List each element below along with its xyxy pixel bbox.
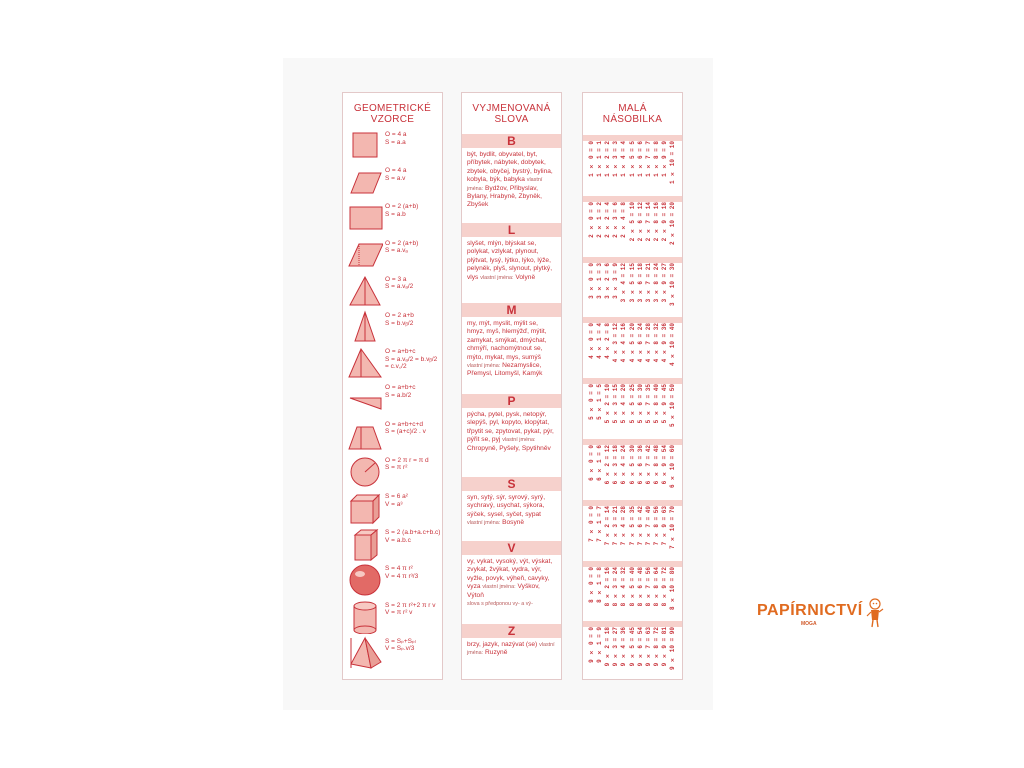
times-line: 7 × 1 = 7 — [596, 505, 604, 542]
times-line: 3 × 6 = 18 — [636, 262, 644, 302]
proper-names: Bydžov, Přibyslav, Bylany, Hrabyně, Zbyněk, Zbyšek — [467, 184, 543, 209]
times-line: 7 × 0 = 0 — [588, 505, 595, 542]
proper-names: Chropyně, Pyšely, Spytihněv — [467, 444, 551, 452]
times-line: 5 × 0 = 0 — [588, 384, 595, 420]
extra-note: slova s předponou vy- a vý- — [467, 601, 533, 608]
times-line: 8 × 7 = 56 — [644, 566, 652, 606]
times-line: 1 × 2 = 2 — [604, 141, 612, 177]
formula-text: O = 4 a S = a.a — [385, 131, 407, 146]
times-line: 9 × 0 = 0 — [588, 627, 595, 664]
logo-subtext: MOGA — [801, 621, 817, 627]
times-line: 7 × 8 = 56 — [652, 505, 660, 546]
words: brzy, jazyk, nazývat (se) — [467, 641, 538, 648]
section-letter: P — [461, 394, 562, 408]
times-line: 4 × 2 = 8 — [604, 323, 612, 360]
times-line: 4 × 6 = 24 — [636, 323, 644, 363]
times-line: 1 × 5 = 5 — [628, 141, 636, 177]
times-line: 6 × 6 = 36 — [636, 445, 644, 485]
formula-row — [343, 274, 442, 312]
mascot-icon — [866, 598, 884, 628]
times-line: 6 × 1 = 6 — [596, 445, 604, 481]
times-line: 3 × 8 = 24 — [652, 262, 660, 302]
section-letter: Z — [461, 624, 562, 638]
times-line: 8 × 4 = 32 — [620, 566, 628, 606]
times-line: 2 × 8 = 16 — [652, 201, 660, 242]
words: vy, vykat, vysoký, výt, výskat, zvykat, žvýkat, vydra, výr, vyžle, povyk, výheň, cavyky, vyza — [467, 558, 553, 591]
times-line: 2 × 1 = 2 — [596, 201, 604, 238]
word-list-text — [462, 555, 561, 608]
proper-names: Ruzyně — [485, 649, 508, 657]
rectangle-icon — [347, 201, 383, 235]
formula-row — [343, 491, 442, 529]
logo-text: PAPÍRNICTVÍ — [757, 602, 863, 619]
formula-text: O = 3 a S = a.vₐ/2 — [385, 275, 414, 291]
times-line: 5 × 6 = 30 — [636, 384, 644, 424]
formula-text: O = 4 a S = a.v — [385, 167, 407, 182]
geometry-title: GEOMETRICKÉ VZORCE — [353, 103, 432, 125]
word-list-text — [462, 317, 561, 379]
times-line: 4 × 5 = 20 — [628, 323, 636, 363]
times-line: 5 × 1 = 5 — [596, 384, 604, 420]
word-list-text — [462, 638, 561, 658]
proper-label: vlastní jména: — [502, 437, 536, 444]
proper-label: vlastní jména: — [467, 363, 501, 370]
store-logo — [757, 602, 863, 627]
times-line: 1 × 4 = 4 — [620, 141, 628, 177]
times-line: 3 × 9 = 27 — [660, 262, 668, 302]
times-line: 5 × 8 = 40 — [652, 384, 660, 424]
times-line: 9 × 4 = 36 — [620, 627, 628, 667]
times-line: 2 × 4 = 8 — [620, 201, 628, 238]
section-letter: S — [461, 477, 562, 491]
times-line: 8 × 0 = 0 — [588, 566, 595, 603]
word-list-text — [462, 237, 561, 282]
times-line: 9 × 7 = 63 — [644, 627, 652, 667]
times-table-9 — [583, 621, 682, 673]
times-line: 8 × 2 = 16 — [604, 566, 612, 606]
times-line: 6 × 5 = 30 — [628, 445, 636, 485]
formula-row — [343, 636, 442, 674]
cube-icon — [347, 491, 383, 525]
times-line: 3 × 10 = 30 — [669, 262, 676, 306]
circle-icon — [347, 455, 383, 489]
times-line: 4 × 0 = 0 — [588, 323, 595, 360]
times-line: 6 × 2 = 12 — [604, 445, 612, 485]
proper-label: vlastní jména: — [480, 274, 514, 281]
times-line: 3 × 3 = 9 — [612, 262, 620, 299]
bookmark-geometry — [342, 92, 443, 680]
times-line: 7 × 4 = 28 — [620, 505, 628, 546]
proper-label: vlastní jména: — [482, 584, 516, 591]
words: syn, sytý, sýr, syrový, syrý, sychravý, usychat, sýkora, sýček, sysel, syčet, sypat — [467, 494, 546, 518]
times-line: 2 × 7 = 14 — [644, 201, 652, 242]
formula-row — [343, 129, 442, 167]
times-line: 2 × 5 = 10 — [628, 201, 636, 242]
word-section — [462, 134, 561, 210]
formula-row — [343, 600, 442, 638]
times-line: 3 × 0 = 0 — [588, 262, 595, 299]
table-band — [583, 257, 682, 263]
words: být, bydlit, obyvatel, byt, příbytek, nábytek, dobytek, zbytek, obyčej, bystrý, bylina, kobyla, býk, babyka — [467, 151, 553, 184]
bookmark-times-table — [582, 92, 683, 680]
words-title: VYJMENOVANÁ SLOVA — [472, 103, 551, 125]
times-line: 2 × 10 = 20 — [669, 201, 676, 245]
times-line: 7 × 6 = 42 — [636, 505, 644, 546]
pyramid-icon — [347, 636, 383, 670]
times-line: 7 × 2 = 14 — [604, 505, 612, 546]
times-line: 4 × 4 = 16 — [620, 323, 628, 363]
times-line: 7 × 7 = 49 — [644, 505, 652, 546]
formula-row — [343, 165, 442, 203]
times-line: 5 × 3 = 15 — [612, 384, 620, 424]
times-line: 9 × 3 = 27 — [612, 627, 620, 667]
formula-text: O = a+b+c+d S = (a+c)/2 . v — [385, 420, 426, 436]
bookmark-words — [461, 92, 562, 680]
times-line: 1 × 7 = 7 — [644, 141, 652, 177]
triangle-scalene-icon — [347, 346, 383, 380]
word-section — [462, 223, 561, 282]
word-section — [462, 303, 561, 379]
times-line: 6 × 3 = 18 — [612, 445, 620, 485]
times-line: 8 × 3 = 24 — [612, 566, 620, 606]
proper-names: Volyně — [515, 273, 536, 281]
words: pýcha, pytel, pysk, netopýr, slepýš, pyl, kopyto, klopýtat, třpytit se, zpytovat, pykat, pýr, pýřit se, pyj — [467, 411, 554, 444]
section-letter: V — [461, 541, 562, 555]
times-line: 2 × 9 = 18 — [660, 201, 668, 242]
times-line: 2 × 3 = 6 — [612, 201, 620, 238]
times-line: 1 × 0 = 0 — [588, 141, 595, 177]
times-line: 6 × 10 = 60 — [669, 445, 676, 489]
times-line: 6 × 9 = 54 — [660, 445, 668, 485]
formula-row — [343, 346, 442, 384]
times-table-6 — [583, 439, 682, 491]
times-line: 2 × 6 = 12 — [636, 201, 644, 242]
word-list-text — [462, 491, 561, 528]
times-line: 9 × 10 = 90 — [669, 627, 676, 671]
parallelogram-icon — [347, 238, 383, 272]
proper-names: Nezamyslice, Přemysl, Litomyšl, Kamýk — [467, 362, 543, 378]
times-line: 6 × 8 = 48 — [652, 445, 660, 485]
formula-text: O = a+b+c S = a.b/2 — [385, 384, 416, 399]
formula-text: O = 2 π r = π d S = π r² — [385, 456, 429, 472]
times-line: 6 × 7 = 42 — [644, 445, 652, 485]
cuboid-icon — [347, 527, 383, 561]
times-line: 4 × 10 = 40 — [669, 323, 676, 367]
proper-label: vlastní jména: — [467, 520, 501, 527]
times-line: 9 × 2 = 18 — [604, 627, 612, 667]
times-line: 3 × 4 = 12 — [620, 262, 628, 302]
times-line: 9 × 6 = 54 — [636, 627, 644, 667]
times-line: 2 × 2 = 4 — [604, 201, 612, 238]
times-line: 5 × 9 = 45 — [660, 384, 668, 424]
square-icon — [347, 129, 383, 163]
times-title: MALÁ NÁSOBILKA — [602, 103, 663, 125]
formula-row — [343, 238, 442, 276]
times-line: 5 × 5 = 25 — [628, 384, 636, 424]
times-line: 7 × 3 = 21 — [612, 505, 620, 546]
times-line: 1 × 10 = 10 — [669, 141, 676, 185]
triangle-isosceles-icon — [347, 310, 383, 344]
formula-text: S = 6 a² V = a³ — [385, 493, 408, 508]
triangle-equilateral-icon — [347, 274, 383, 308]
times-line: 7 × 10 = 70 — [669, 505, 676, 549]
formula-row — [343, 563, 442, 601]
word-section — [462, 541, 561, 608]
formula-text: O = 2 (a+b) S = a.vₐ — [385, 239, 419, 255]
formula-row — [343, 382, 442, 420]
times-line: 2 × 0 = 0 — [588, 201, 595, 238]
formula-row — [343, 201, 442, 239]
times-table-1 — [583, 135, 682, 187]
formula-row — [343, 310, 442, 348]
formula-text: O = 2 (a+b) S = a.b — [385, 203, 419, 218]
times-line: 8 × 6 = 48 — [636, 566, 644, 606]
section-letter: B — [461, 134, 562, 148]
times-line: 3 × 7 = 21 — [644, 262, 652, 302]
formula-text: O = a+b+c S = a.vₐ/2 = b.vᵦ/2 = c.v꜀/2 — [385, 348, 438, 371]
formula-row — [343, 527, 442, 565]
section-letter: M — [461, 303, 562, 317]
formula-text: S = 2 (a.b+a.c+b.c) V = a.b.c — [385, 529, 441, 544]
times-line: 8 × 8 = 64 — [652, 566, 660, 606]
word-section — [462, 477, 561, 528]
times-line: 5 × 7 = 35 — [644, 384, 652, 424]
rhombus-icon — [347, 165, 383, 199]
times-line: 3 × 2 = 6 — [604, 262, 612, 299]
times-line: 4 × 1 = 4 — [596, 323, 604, 360]
formula-text: S = 2 π r²+2 π r v V = π r² v — [385, 601, 436, 617]
word-section — [462, 394, 561, 453]
times-line: 1 × 3 = 3 — [612, 141, 620, 177]
times-table-2 — [583, 196, 682, 248]
times-line: 1 × 1 = 1 — [596, 141, 604, 177]
table-band — [583, 561, 682, 567]
proper-names: Bosyně — [502, 519, 525, 527]
times-line: 8 × 5 = 40 — [628, 566, 636, 606]
times-line: 4 × 8 = 32 — [652, 323, 660, 363]
times-line: 6 × 0 = 0 — [588, 445, 595, 481]
cylinder-icon — [347, 600, 383, 634]
trapezoid-icon — [347, 419, 383, 453]
proper-label: vlastní jména: — [467, 177, 543, 192]
times-line: 9 × 1 = 9 — [596, 627, 604, 664]
times-table-7 — [583, 500, 682, 552]
times-line: 9 × 5 = 45 — [628, 627, 636, 667]
times-line: 1 × 8 = 8 — [652, 141, 660, 177]
times-table-3 — [583, 257, 682, 309]
formula-text: S = 4 π r² V = 4 π r³/3 — [385, 565, 419, 580]
formula-text: O = 2 a+b S = b.vᵦ/2 — [385, 312, 414, 327]
times-table-5 — [583, 378, 682, 430]
words: my, mýt, myslit, mýlit se, hmyz, myš, hlemýžď, mýtit, zamykat, smýkat, dmýchat, chmýří, nachomýtnout se, mýto, mykat, mys, sumýš — [467, 320, 547, 361]
times-line: 4 × 3 = 12 — [612, 323, 620, 363]
times-line: 4 × 7 = 28 — [644, 323, 652, 363]
times-line: 8 × 10 = 80 — [669, 566, 676, 610]
word-section — [462, 624, 561, 658]
times-line: 3 × 1 = 3 — [596, 262, 604, 299]
times-line: 8 × 1 = 8 — [596, 566, 604, 603]
triangle-right-icon — [347, 382, 383, 416]
proper-names: Vyškov, Výtoň — [467, 583, 540, 599]
times-line: 8 × 9 = 72 — [660, 566, 668, 606]
times-table-4 — [583, 317, 682, 369]
times-line: 9 × 8 = 72 — [652, 627, 660, 667]
formula-row — [343, 455, 442, 493]
times-line: 6 × 4 = 24 — [620, 445, 628, 485]
words: slyšet, mlýn, blýskat se, polykat, vzlykat, plynout, plýtvat, lysý, lýtko, lýko, lýže, pelyněk, plyš, slynout, plytký, vlys — [467, 240, 553, 281]
times-line: 1 × 9 = 9 — [660, 141, 668, 177]
times-line: 5 × 10 = 50 — [669, 384, 676, 428]
times-line: 4 × 9 = 36 — [660, 323, 668, 363]
times-line: 7 × 5 = 35 — [628, 505, 636, 546]
formula-row — [343, 419, 442, 457]
section-letter: L — [461, 223, 562, 237]
sphere-icon — [347, 563, 383, 597]
times-line: 7 × 9 = 63 — [660, 505, 668, 546]
times-line: 9 × 9 = 81 — [660, 627, 668, 667]
times-line: 3 × 5 = 15 — [628, 262, 636, 302]
times-line: 5 × 4 = 20 — [620, 384, 628, 424]
proper-label: vlastní jména: — [467, 642, 555, 657]
times-line: 1 × 6 = 6 — [636, 141, 644, 177]
times-table-8 — [583, 561, 682, 613]
word-list-text — [462, 408, 561, 453]
formula-text: S = Sₚ+Sₚₗ V = Sₚ.v/3 — [385, 637, 416, 653]
word-list-text — [462, 148, 561, 210]
times-line: 5 × 2 = 10 — [604, 384, 612, 424]
